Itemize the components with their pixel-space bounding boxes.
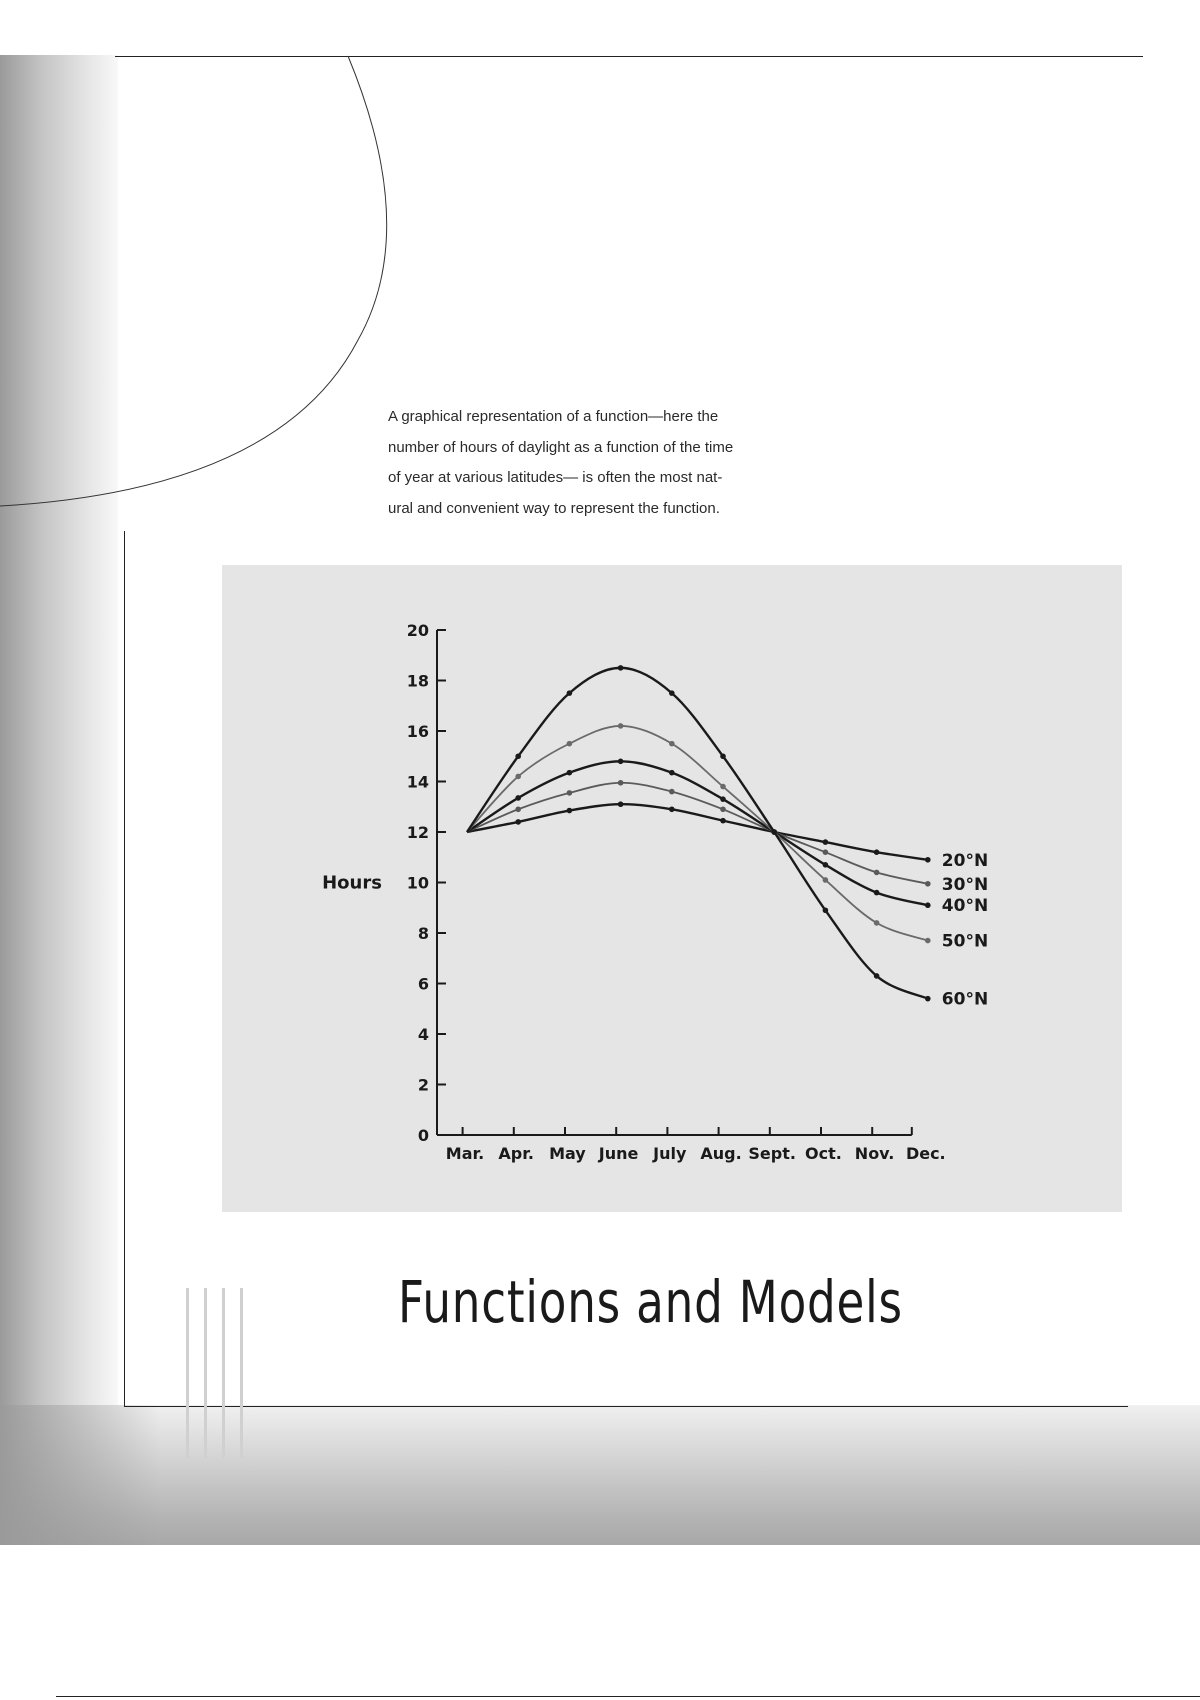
data-point	[669, 789, 675, 795]
y-tick-label: 8	[417, 924, 429, 943]
data-point	[567, 808, 573, 814]
data-point	[874, 870, 880, 876]
x-tick-label: Nov.	[854, 1144, 895, 1163]
data-point	[669, 806, 675, 812]
series-label: 40°N	[941, 896, 989, 917]
data-point	[720, 818, 726, 824]
series-label: 50°N	[941, 931, 989, 952]
caption-line: A graphical representation of a function—here the	[388, 408, 719, 425]
data-point	[618, 780, 624, 786]
data-point	[925, 902, 931, 908]
data-point	[669, 770, 675, 776]
data-point	[515, 819, 521, 825]
x-tick-label: Apr.	[498, 1144, 534, 1163]
data-point	[874, 849, 880, 855]
y-tick-label: 12	[406, 823, 429, 842]
series-line	[467, 761, 928, 905]
x-tick-label: May	[549, 1144, 586, 1163]
data-point	[874, 973, 880, 979]
decorative-bar	[204, 1288, 207, 1458]
x-tick-label: Dec.	[905, 1144, 946, 1163]
data-point	[925, 857, 931, 863]
data-point	[925, 881, 931, 887]
series-line	[467, 668, 928, 999]
data-point	[567, 690, 573, 696]
data-point	[618, 723, 624, 729]
x-tick-label: Sept.	[748, 1144, 796, 1163]
data-point	[618, 801, 624, 807]
figure-caption	[388, 402, 788, 524]
chart-figure	[222, 565, 1122, 1212]
y-tick-label: 2	[417, 1075, 429, 1095]
footer-rule	[56, 1696, 1200, 1697]
y-tick-label: 18	[406, 671, 429, 691]
data-point	[925, 938, 931, 944]
y-tick-label: 20	[406, 621, 429, 640]
y-axis-label: Hours	[322, 872, 382, 894]
series-label: 60°N	[941, 989, 989, 1010]
bottom-rule	[124, 1406, 1128, 1407]
decorative-bar	[186, 1288, 189, 1458]
series-line	[467, 726, 928, 941]
data-point	[823, 877, 829, 883]
data-point	[720, 753, 726, 759]
data-point	[618, 665, 624, 671]
data-point	[515, 795, 521, 801]
data-point	[823, 839, 829, 845]
y-tick-label: 14	[406, 772, 429, 792]
caption-line: number of hours of daylight as a function of the time	[388, 438, 734, 456]
data-point	[823, 862, 829, 868]
left-rule	[124, 531, 125, 1407]
chapter-title: Functions and Models	[398, 1268, 903, 1336]
data-point	[567, 770, 573, 776]
caption-line: ural and convenient way to represent the function.	[388, 499, 720, 517]
data-point	[567, 741, 573, 747]
data-point	[515, 806, 521, 812]
series-line	[467, 783, 928, 884]
data-point	[669, 741, 675, 747]
daylight-chart	[222, 565, 1122, 1212]
decorative-bar	[240, 1288, 243, 1458]
decorative-bar	[222, 1288, 225, 1458]
data-point	[771, 829, 777, 835]
data-point	[618, 759, 624, 765]
y-tick-label: 16	[406, 722, 429, 741]
data-point	[515, 774, 521, 780]
data-point	[720, 796, 726, 802]
decorative-arc	[0, 0, 400, 520]
y-tick-label: 4	[417, 1025, 429, 1044]
y-tick-label: 6	[417, 974, 429, 994]
y-tick-label: 10	[406, 873, 429, 893]
x-tick-label: June	[598, 1144, 639, 1163]
bottom-gradient-band	[0, 1405, 1200, 1545]
data-point	[823, 907, 829, 913]
series-label: 20°N	[941, 850, 989, 871]
data-point	[720, 806, 726, 812]
data-point	[925, 996, 931, 1002]
data-point	[874, 890, 880, 896]
x-tick-label: Mar.	[445, 1144, 485, 1163]
data-point	[515, 753, 521, 759]
series-line	[467, 804, 928, 860]
x-tick-label: July	[653, 1144, 687, 1163]
data-point	[874, 920, 880, 926]
data-point	[720, 784, 726, 790]
y-tick-label: 0	[417, 1126, 429, 1145]
caption-line: of year at various latitudes— is often the most nat-	[388, 469, 723, 486]
x-tick-label: Aug.	[700, 1144, 742, 1163]
data-point	[669, 690, 675, 696]
data-point	[567, 790, 573, 796]
x-tick-label: Oct.	[804, 1144, 842, 1163]
corner-gradient	[0, 1405, 160, 1545]
data-point	[823, 849, 829, 855]
series-label: 30°N	[941, 874, 989, 895]
